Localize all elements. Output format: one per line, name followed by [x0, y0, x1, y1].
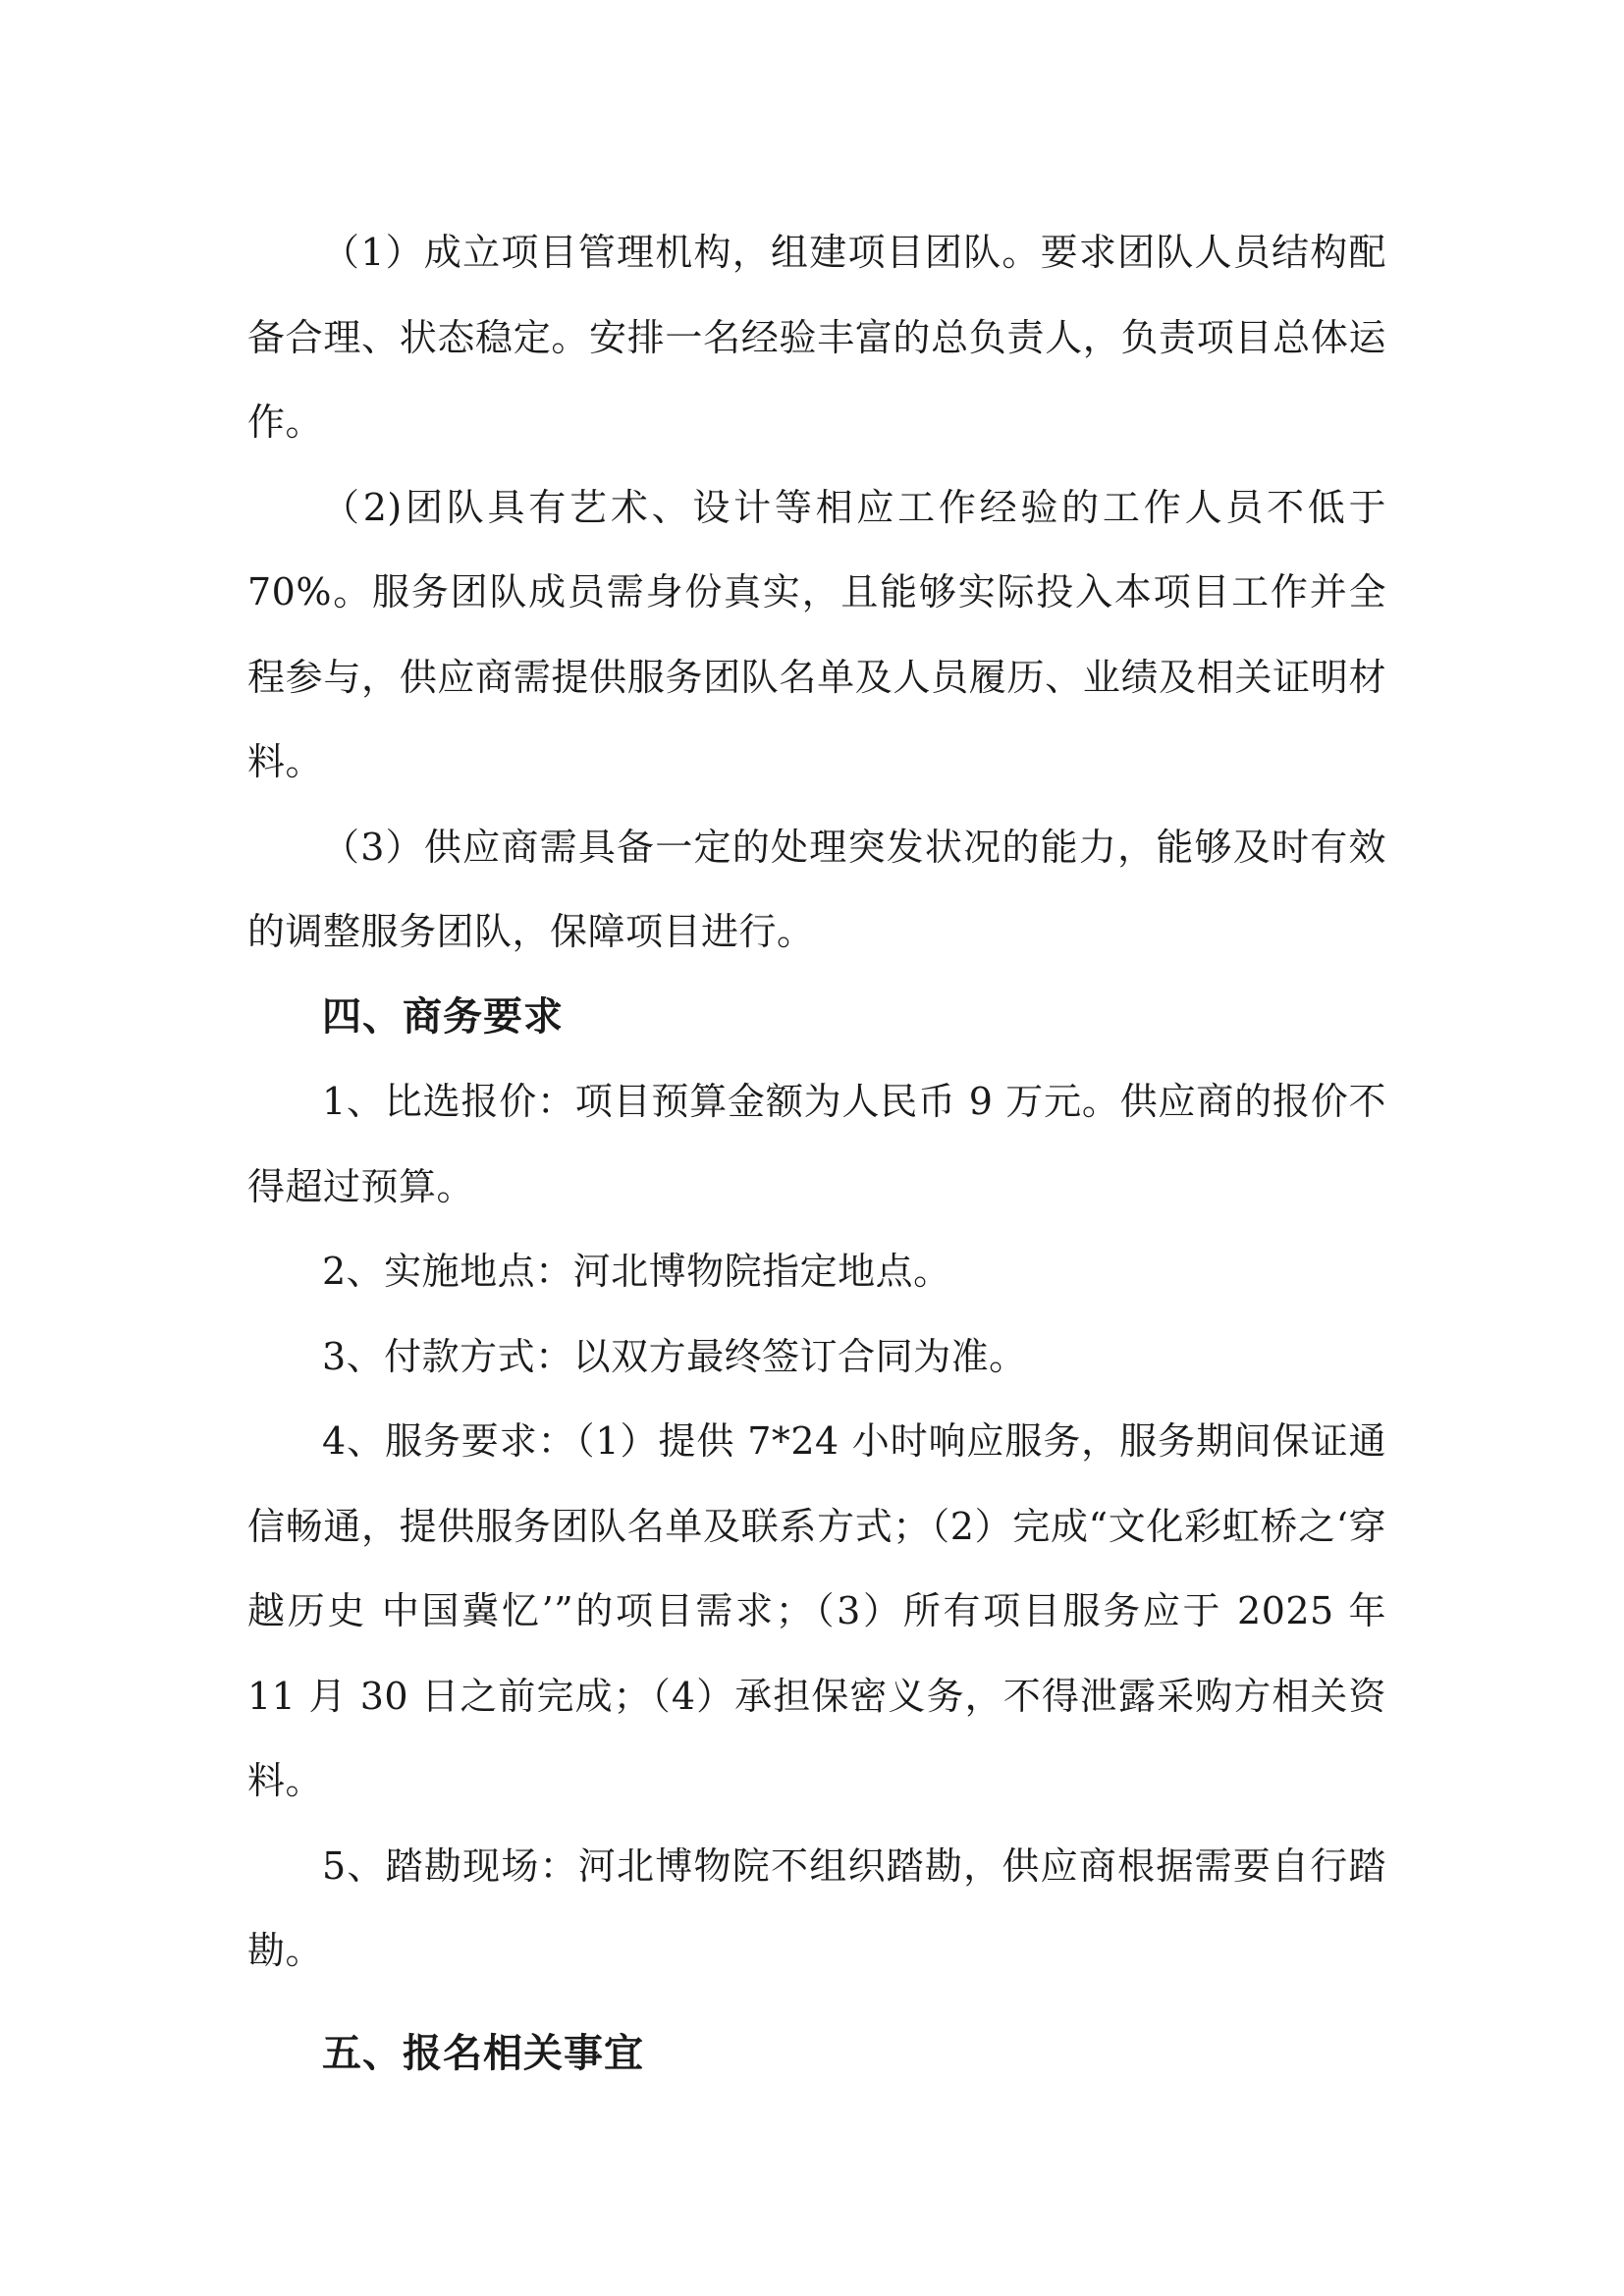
team-requirement-1: （1）成立项目管理机构，组建项目团队。要求团队人员结构配备合理、状态稳定。安排一名经验丰富的总负责人，负责项目总体运作。 [247, 231, 1386, 444]
business-site-survey: 5、踏勘现场：河北博物院不组织踏勘，供应商根据需要自行踏勘。 [247, 1843, 1386, 1972]
business-payment: 3、付款方式：以双方最终签订合同为准。 [322, 1334, 1027, 1378]
team-requirement-2: （2)团队具有艺术、设计等相应工作经验的工作人员不低于70%。服务团队成员需身份真实，且能够实际投入本项目工作并全程参与，供应商需提供服务团队名单及人员履历、业绩及相关证明材料。 [247, 485, 1386, 783]
section-heading-business: 四、商务要求 [322, 993, 564, 1040]
section-heading-registration: 五、报名相关事宜 [322, 2030, 644, 2076]
business-quote: 1、比选报价：项目预算金额为人民币 9 万元。供应商的报价不得超过预算。 [247, 1080, 1386, 1208]
business-service: 4、服务要求：（1）提供 7*24 小时响应服务，服务期间保证通信畅通，提供服务团队名单及联系方式；（2）完成“文化彩虹桥之‘穿越历史 中国冀忆’”的项目需求；（3）所有项目服务应于 2025 年 11 月 30 日之前完成；（4）承担保密义务，不得泄露采购方相关资料。 [247, 1419, 1386, 1802]
document-body [247, 210, 1386, 2096]
team-requirement-3: （3）供应商需具备一定的处理突发状况的能力，能够及时有效的调整服务团队，保障项目进行。 [247, 825, 1386, 953]
business-location: 2、实施地点：河北博物院指定地点。 [322, 1250, 951, 1293]
